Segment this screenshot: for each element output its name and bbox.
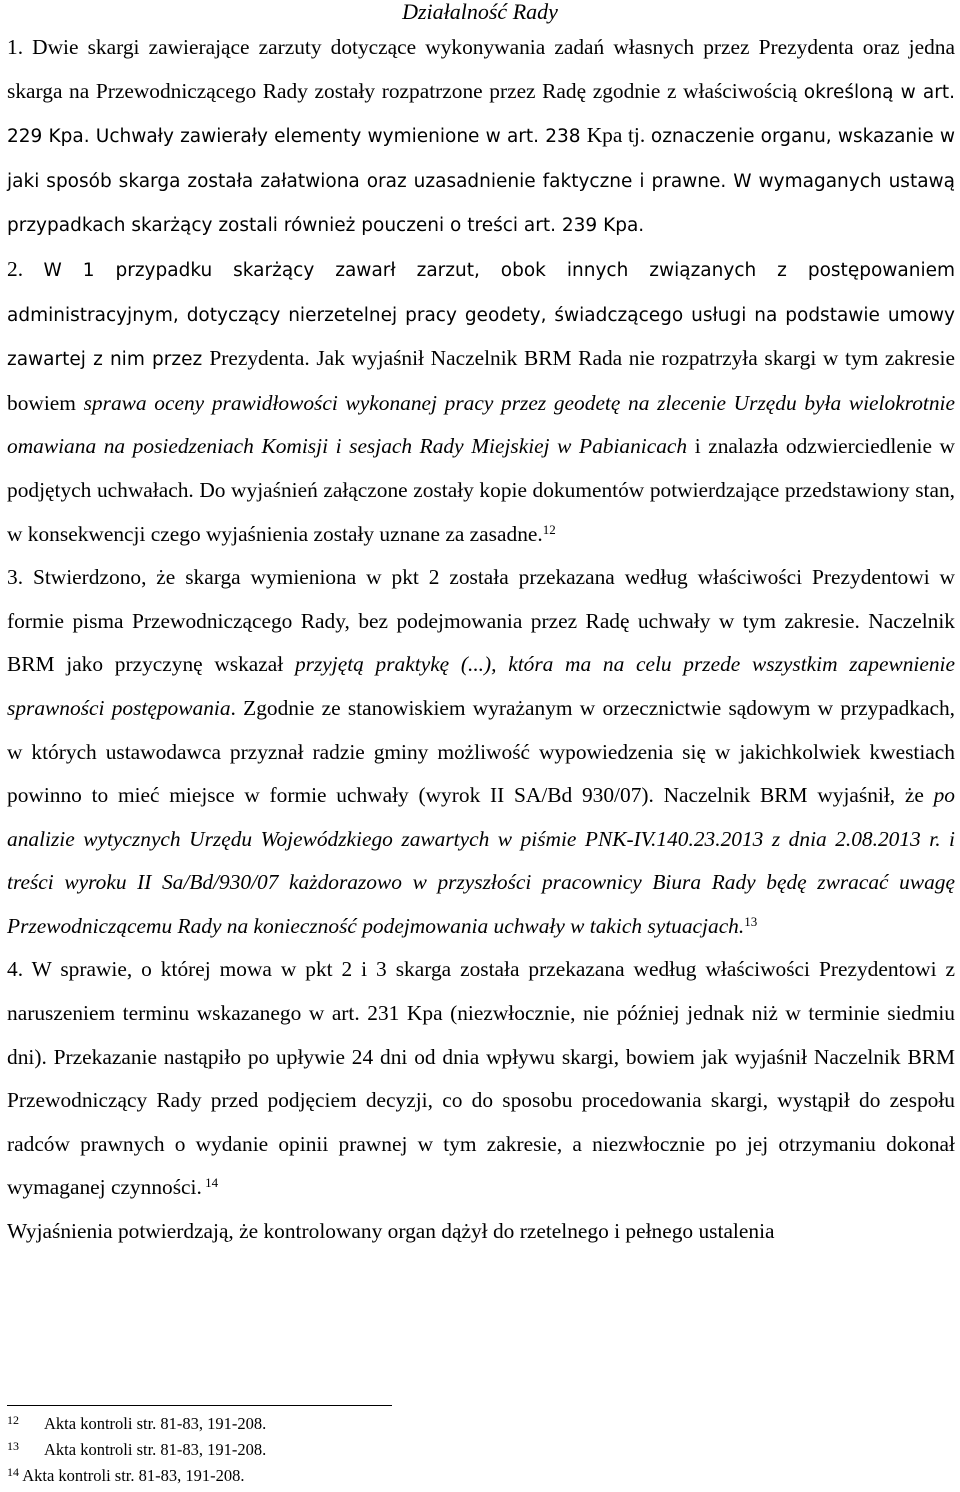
paragraph-1: [7, 26, 955, 248]
text-segment: Wyjaśnienia potwierdzają, że kontrolowany organ dążył do rzetelnego i pełnego ustalenia: [7, 1219, 775, 1244]
paragraph-4: [7, 948, 955, 1210]
text-segment: 1. Dwie skargi zawierające zarzuty dotyczące wykonywania zadań własnych przez Prezydenta oraz jedna skarga na Przewodniczącego Rady zostały rozpatrzone przez Radę zgodnie z właściwością: [7, 35, 955, 103]
footnote-13: [7, 1437, 707, 1463]
footnote-reference: 13: [744, 913, 758, 929]
text-segment: . Zgodnie ze stanowiskiem wyrażanym w orzecznictwie sądowym w przypadkach, w których ustawodawca przyznał radzie gminy możliwość wypowiedzenia się w jakichkolwiek kwestiach powinno to mieć miejsce w formie uchwały (wyrok II SA/Bd 930/07). Naczelnik BRM wyjaśnił, że: [7, 695, 955, 808]
paragraph-3: [7, 556, 955, 948]
text-segment: i znalazła odzwierciedlenie w podjętych uchwałach. Do wyjaśnień załączone zostały kopie dokumentów potwierdzające przedstawiony stan, w konsekwencji czego wyjaśnienia zostały uznane za zasadne.: [7, 434, 955, 546]
text-segment: sprawa oceny prawidłowości wykonanej pracy przez geodetę na zlecenie Urzędu była wielokrotnie omawiana na posiedzeniach Komisji i sesjach Rady Miejskiej w Pabianicach: [7, 390, 955, 459]
footnote-12: [7, 1411, 707, 1437]
footnote-text: Akta kontroli str. 81-83, 191-208.: [22, 1466, 245, 1485]
text-segment: przyjętą praktykę (...), która ma na celu przede wszystkim zapewnienie sprawności postępowania: [7, 652, 955, 720]
text-segment: Jak wyjaśnił Naczelnik BRM Rada nie rozpatrzyła skargi w tym zakresie bowiem: [7, 346, 955, 415]
section-heading: Działalność Rady: [402, 0, 558, 24]
text-segment: po analizie wytycznych Urzędu Wojewódzkiego zawartych w piśmie PNK-IV.140.23.2013 z dnia 2.08.2013 r. i treści wyroku II Sa/Bd/930/07 każdorazowo w przyszłości pracownicy Biura Rady będę zwracać uwagę Przewodniczącemu Rady na konieczność podejmowania uchwały w takich sytuacjach.: [7, 783, 955, 938]
footnote-separator: [7, 1405, 392, 1406]
paragraph-5-partial: [7, 1210, 955, 1254]
footnotes: [7, 1411, 707, 1489]
footnote-reference: 12: [542, 521, 556, 537]
footnote-reference: 14: [201, 1175, 219, 1191]
text-segment: W 1 przypadku skarżący zawarł zarzut, obok innych związanych z postępowaniem administracyjnym, dotyczący nierzetelnej pracy geodety, świadczącego usługi na podstawie umowy zawartej z nim przez: [7, 259, 955, 371]
text-segment: Kpa tj.: [586, 123, 651, 148]
text-segment: 4. W sprawie, o której mowa w pkt 2 i 3 skarga została przekazana według właściwości Prezydentowi z naruszeniem terminu wskazanego w art. 231 Kpa (niezwłocznie, nie później jednak niż w terminie siedmiu dni). Przekazanie nastąpiło po upływie 24 dni od dnia wpływu skargi, bowiem jak wyjaśnił Naczelnik BRM Przewodniczący Rady przed podjęciem decyzji, co do sposobu procedowania skargi, wystąpił do zespołu radców prawnych o wydanie opinii prawnej w tym zakresie, a niezwłocznie po jej otrzymaniu dokonał wymaganej czynności.: [7, 957, 955, 1200]
footnote-number: 13: [7, 1439, 19, 1453]
footnote-number: 14: [7, 1465, 19, 1479]
footnote-text: Akta kontroli str. 81-83, 191-208.: [44, 1440, 267, 1459]
text-segment: oznaczenie organu, wskazanie w jaki sposób skarga została załatwiona oraz uzasadnienie faktyczne i prawne.: [7, 126, 955, 192]
footnote-number: 12: [7, 1413, 19, 1427]
footnote-text: Akta kontroli str. 81-83, 191-208.: [44, 1414, 267, 1433]
body-text: [7, 26, 955, 1254]
paragraph-2: [7, 248, 955, 556]
text-segment: W wymaganych ustawą przypadkach skarżący zostali również pouczeni o treści art. 239 Kpa.: [7, 170, 955, 237]
text-segment: określoną w art. 229 Kpa.: [7, 81, 955, 148]
text-segment: Uchwały zawierały elementy wymienione w art. 238: [95, 126, 587, 148]
text-segment: 3. Stwierdzono, że skarga wymieniona w pkt 2 została przekazana według właściwości Prezydentowi w formie pisma Przewodniczącego Rady, bez podejmowania przez Radę uchwały w tym zakresie. Naczelnik BRM jako przyczynę wskazał: [7, 565, 955, 677]
text-segment: 2.: [7, 256, 44, 281]
footnote-14: [7, 1463, 707, 1489]
text-segment: Prezydenta.: [209, 346, 317, 371]
